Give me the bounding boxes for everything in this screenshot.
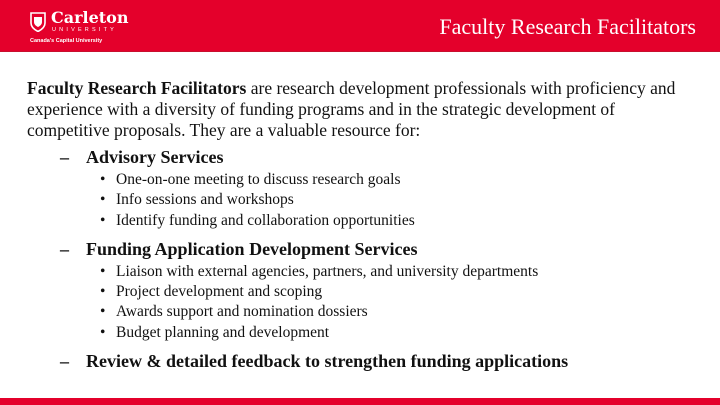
list-item-text: Identify funding and collaboration opportunities <box>116 211 415 229</box>
bullet-dot: • <box>100 283 106 301</box>
slide-content <box>27 78 697 372</box>
section-title: Funding Application Development Services <box>86 238 418 259</box>
bullet-dot: • <box>100 323 106 341</box>
footer-bar <box>0 398 720 405</box>
list-item-text: Liaison with external agencies, partners, and university departments <box>116 262 539 280</box>
list-item <box>100 211 697 231</box>
advisory-bullet-list <box>100 170 697 231</box>
list-item <box>100 170 697 190</box>
bullet-dot: • <box>100 191 106 209</box>
section-advisory-services <box>60 146 697 168</box>
logo-wordmark: Carleton <box>51 8 129 27</box>
section-title: Advisory Services <box>86 147 224 167</box>
bullet-dot: • <box>100 171 106 188</box>
slide-title: Faculty Research Facilitators <box>439 14 696 39</box>
section-review-feedback <box>60 350 697 372</box>
list-item <box>100 282 697 302</box>
section-dash: – <box>60 147 69 167</box>
section-title: Review & detailed feedback to strengthen funding applications <box>86 351 569 372</box>
bullet-dot: • <box>100 262 106 280</box>
funding-bullet-list <box>100 262 697 343</box>
list-item-text: Info sessions and workshops <box>116 191 294 209</box>
list-item <box>100 323 697 343</box>
list-item-text: Awards support and nomination dossiers <box>116 303 368 321</box>
section-funding-application <box>60 238 697 260</box>
logo-subtitle: UNIVERSITY <box>52 27 118 33</box>
intro-bold-term: Faculty Research Facilitators <box>27 78 247 98</box>
section-dash: – <box>60 351 69 372</box>
list-item <box>100 190 697 210</box>
list-item-text: Budget planning and development <box>116 323 330 341</box>
header-bar <box>0 0 720 52</box>
bullet-dot: • <box>100 303 106 321</box>
logo-tagline: Canada's Capital University <box>30 38 103 44</box>
section-dash: – <box>60 238 69 259</box>
bullet-dot: • <box>100 211 106 229</box>
list-item <box>100 302 697 322</box>
intro-paragraph <box>27 78 697 141</box>
intro-text: are research development professionals with proficiency and experience with a diversity of funding programs and in the strategic development of competitive proposals. They are a valuable resource for: <box>27 78 676 140</box>
list-item-text: One-on-one meeting to discuss research goals <box>116 171 401 188</box>
list-item <box>100 262 697 282</box>
list-item-text: Project development and scoping <box>116 283 323 301</box>
shield-icon <box>30 12 46 32</box>
